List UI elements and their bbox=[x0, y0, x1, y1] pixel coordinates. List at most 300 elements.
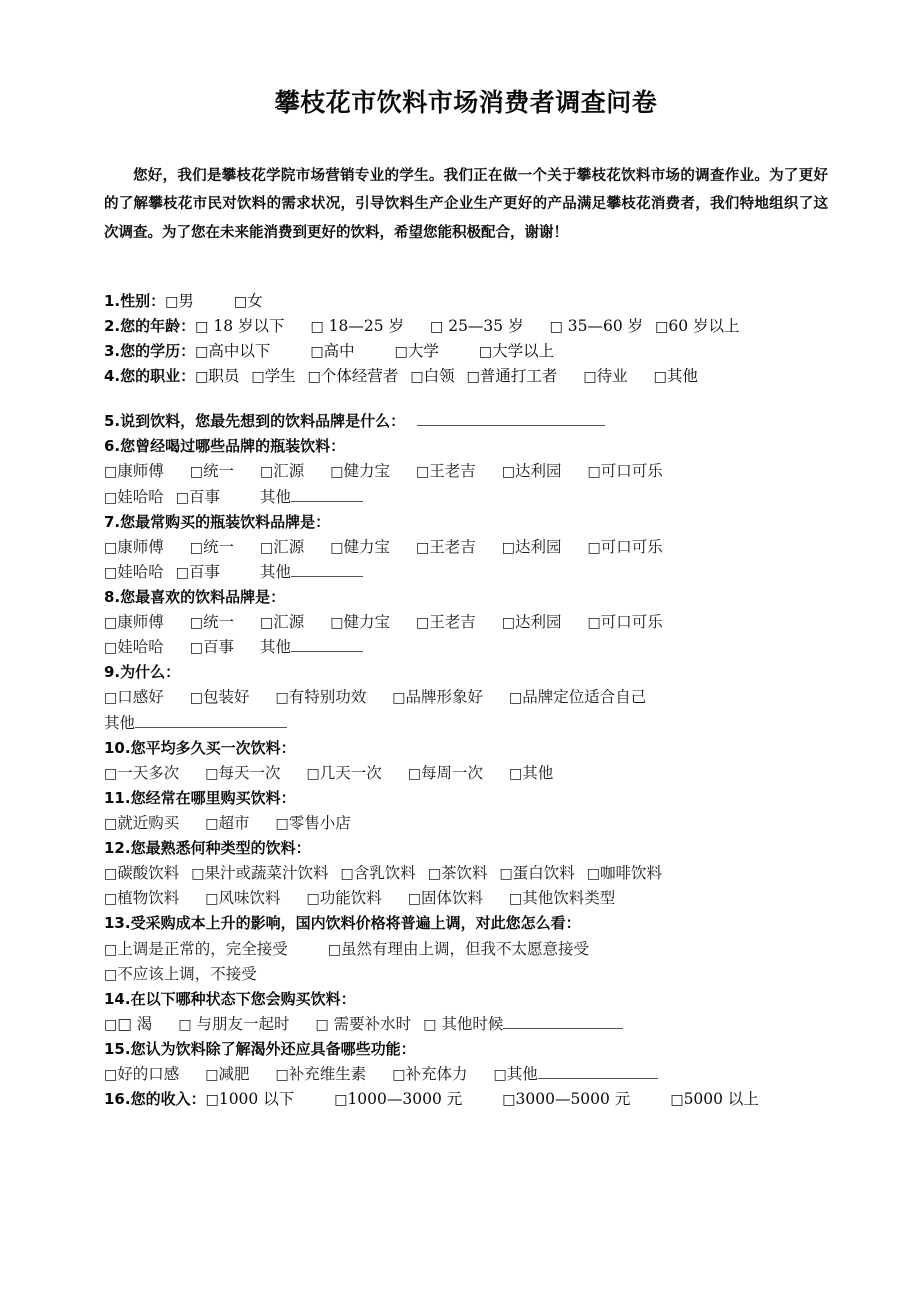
q8-option-1-label: 统一 bbox=[202, 613, 234, 632]
checkbox-icon[interactable]: □ bbox=[330, 539, 344, 556]
question-1-label: 性别： bbox=[120, 291, 166, 310]
q4-option-5[interactable] bbox=[583, 367, 627, 385]
q9-option-4-label: 品牌定位适合自己 bbox=[522, 688, 647, 707]
question-13 bbox=[104, 911, 828, 986]
question-1-number: 1. bbox=[104, 291, 121, 310]
q12-option-6-label: 植物饮料 bbox=[117, 889, 180, 908]
checkbox-icon[interactable]: □ bbox=[416, 539, 430, 556]
q7-option-2-label: 汇源 bbox=[273, 537, 305, 556]
checkbox-icon[interactable]: □ bbox=[416, 615, 430, 632]
q9-other-input[interactable] bbox=[135, 712, 287, 728]
checkbox-icon[interactable]: □ bbox=[205, 1092, 219, 1109]
checkbox-icon[interactable]: □ bbox=[233, 293, 248, 310]
checkbox-icon[interactable]: □ bbox=[330, 615, 344, 632]
q3-option-2-label: 大学 bbox=[407, 342, 439, 361]
checkbox-icon[interactable]: □ bbox=[587, 464, 601, 481]
checkbox-icon[interactable]: □ bbox=[394, 344, 408, 361]
q10-option-0[interactable] bbox=[104, 764, 179, 782]
q9-option-0-label: 口感好 bbox=[117, 688, 164, 707]
q8-other-label: 其他 bbox=[260, 638, 292, 657]
q7-option-1[interactable] bbox=[190, 538, 234, 556]
question-5-number: 5. bbox=[104, 412, 121, 431]
checkbox-icon[interactable]: □ bbox=[478, 344, 493, 361]
question-15-label: 您认为饮料除了解渴外还应具备哪些功能： bbox=[130, 1039, 416, 1058]
question-10 bbox=[104, 736, 828, 786]
q2-option-2-label: 25—35 岁 bbox=[448, 316, 524, 335]
q8-option-3-label: 健力宝 bbox=[343, 613, 390, 632]
q6-option-2[interactable] bbox=[260, 462, 304, 480]
question-14-number: 14. bbox=[104, 989, 131, 1008]
q4-option-4[interactable] bbox=[467, 367, 558, 385]
q6-option-4[interactable] bbox=[416, 462, 476, 480]
question-3-number: 3. bbox=[104, 342, 121, 361]
checkbox-icon[interactable]: □ bbox=[509, 891, 523, 908]
question-12 bbox=[104, 836, 828, 911]
q7-option-6[interactable] bbox=[588, 538, 663, 556]
q8-option-2-label: 汇源 bbox=[273, 613, 305, 632]
q12-option-4[interactable] bbox=[500, 864, 575, 882]
checkbox-icon[interactable]: □ bbox=[165, 293, 179, 310]
q4-option-0-label: 职员 bbox=[208, 367, 240, 386]
checkbox-icon[interactable]: □ bbox=[501, 539, 515, 556]
q8-option-1[interactable] bbox=[190, 613, 234, 631]
q13-option-2-label: 不应该上调，不接受 bbox=[117, 964, 257, 983]
q14-option-1-label: 与朋友一起时 bbox=[196, 1014, 290, 1033]
q8-option-6[interactable] bbox=[588, 613, 663, 631]
q15-option-other[interactable] bbox=[494, 1065, 658, 1083]
q6-option-1-label: 统一 bbox=[202, 462, 234, 481]
q7-option-0[interactable] bbox=[104, 538, 164, 556]
question-9 bbox=[104, 660, 828, 735]
q11-option-2[interactable] bbox=[276, 814, 351, 832]
q6-other-label: 其他 bbox=[260, 487, 292, 506]
checkbox-icon[interactable]: □ bbox=[275, 815, 289, 832]
checkbox-icon[interactable]: □ bbox=[189, 640, 203, 657]
q12-option-7[interactable] bbox=[205, 889, 280, 907]
q7-option-2[interactable] bbox=[260, 538, 304, 556]
question-16-label: 您的收入： bbox=[130, 1090, 206, 1109]
question-11-number: 11. bbox=[104, 788, 131, 807]
checkbox-icon[interactable]: □ bbox=[655, 318, 669, 335]
checkbox-icon[interactable]: □ bbox=[327, 941, 341, 958]
q7-option-8-label: 百事 bbox=[188, 562, 220, 581]
q15-option-0[interactable] bbox=[104, 1065, 179, 1083]
checkbox-icon[interactable]: □ bbox=[307, 369, 321, 386]
q4-option-0[interactable] bbox=[195, 367, 239, 385]
checkbox-icon[interactable]: □ bbox=[104, 615, 118, 632]
question-7-label: 您最常购买的瓶装饮料品牌是： bbox=[120, 512, 331, 531]
q8-option-2[interactable] bbox=[260, 613, 304, 631]
q2-option-0[interactable] bbox=[195, 317, 284, 335]
q8-option-8[interactable] bbox=[190, 638, 234, 656]
question-6-label: 您曾经喝过哪些品牌的瓶装饮料： bbox=[120, 437, 346, 456]
q14-option-0-label: □ 渴 bbox=[117, 1014, 153, 1033]
q7-option-0-label: 康师傅 bbox=[117, 537, 164, 556]
checkbox-icon[interactable]: □ bbox=[189, 690, 203, 707]
q8-option-4[interactable] bbox=[416, 613, 476, 631]
q12-option-5[interactable] bbox=[587, 864, 662, 882]
checkbox-icon[interactable]: □ bbox=[205, 1067, 219, 1084]
q6-option-6-label: 可口可乐 bbox=[600, 462, 663, 481]
checkbox-icon[interactable]: □ bbox=[310, 318, 324, 335]
q12-option-1[interactable] bbox=[191, 864, 328, 882]
q8-option-4-label: 王老吉 bbox=[429, 613, 476, 632]
checkbox-icon[interactable]: □ bbox=[104, 815, 118, 832]
q7-option-4[interactable] bbox=[416, 538, 476, 556]
checkbox-icon[interactable]: □ bbox=[104, 640, 118, 657]
q12-option-0-label: 碳酸饮料 bbox=[117, 864, 180, 883]
q12-option-2-label: 含乳饮料 bbox=[353, 864, 416, 883]
checkbox-icon[interactable]: □ bbox=[104, 1016, 118, 1033]
checkbox-icon[interactable]: □ bbox=[306, 891, 320, 908]
q14-option-2-label: 需要补水时 bbox=[333, 1014, 412, 1033]
q10-option-3[interactable] bbox=[408, 764, 483, 782]
checkbox-icon[interactable]: □ bbox=[195, 344, 209, 361]
checkbox-icon[interactable]: □ bbox=[499, 866, 513, 883]
q10-option-1[interactable] bbox=[205, 764, 280, 782]
question-13-label: 受采购成本上升的影响，国内饮料价格将普遍上调，对此您怎么看： bbox=[130, 914, 581, 933]
q9-option-0[interactable] bbox=[104, 688, 164, 706]
question-2-label: 您的年龄： bbox=[120, 316, 196, 335]
checkbox-icon[interactable]: □ bbox=[189, 615, 203, 632]
question-14 bbox=[104, 987, 828, 1037]
checkbox-icon[interactable]: □ bbox=[175, 489, 189, 506]
q3-option-1[interactable] bbox=[310, 342, 354, 360]
checkbox-icon[interactable]: □ bbox=[509, 690, 523, 707]
q15-option-2-label: 补充维生素 bbox=[288, 1065, 367, 1084]
question-9-number: 9. bbox=[104, 663, 121, 682]
q3-option-0-label: 高中以下 bbox=[208, 342, 271, 361]
q7-option-5-label: 达利园 bbox=[514, 537, 562, 556]
q2-option-1-label: 18—25 岁 bbox=[328, 316, 405, 335]
question-1 bbox=[104, 289, 828, 314]
checkbox-icon[interactable]: □ bbox=[175, 564, 189, 581]
checkbox-icon[interactable]: □ bbox=[392, 1067, 406, 1084]
q13-option-1[interactable] bbox=[328, 940, 589, 958]
checkbox-icon[interactable]: □ bbox=[392, 690, 406, 707]
q7-option-1-label: 统一 bbox=[202, 537, 234, 556]
question-8-label: 您最喜欢的饮料品牌是： bbox=[120, 588, 286, 606]
checkbox-icon[interactable]: □ bbox=[549, 318, 563, 335]
q2-option-3[interactable] bbox=[550, 317, 644, 335]
q9-option-4[interactable] bbox=[509, 688, 646, 706]
q8-option-3[interactable] bbox=[330, 613, 390, 631]
q9-option-1-label: 包装好 bbox=[202, 688, 250, 707]
q12-option-5-label: 咖啡饮料 bbox=[599, 864, 662, 883]
q12-option-0[interactable] bbox=[104, 864, 179, 882]
question-3 bbox=[104, 339, 828, 364]
checkbox-icon[interactable]: □ bbox=[260, 464, 274, 481]
q7-option-3-label: 健力宝 bbox=[343, 537, 390, 556]
question-15 bbox=[104, 1037, 828, 1087]
q8-option-6-label: 可口可乐 bbox=[600, 613, 663, 632]
q8-option-7-label: 娃哈哈 bbox=[117, 638, 164, 657]
q6-option-5[interactable] bbox=[502, 462, 562, 480]
q1-option-0-label: 男 bbox=[178, 291, 194, 310]
q15-option-1-label: 减肥 bbox=[218, 1065, 250, 1084]
checkbox-icon[interactable]: □ bbox=[410, 369, 424, 386]
checkbox-icon[interactable]: □ bbox=[653, 369, 667, 386]
q9-option-3[interactable] bbox=[392, 688, 483, 706]
q13-option-0[interactable] bbox=[104, 940, 288, 958]
q12-option-4-label: 蛋白饮料 bbox=[512, 864, 575, 883]
page-title: 攀枝花市饮料市场消费者调查问卷 bbox=[274, 88, 658, 117]
q6-option-8[interactable] bbox=[176, 488, 220, 506]
question-4 bbox=[104, 364, 828, 389]
q14-option-other[interactable] bbox=[423, 1015, 623, 1033]
q13-option-2[interactable] bbox=[104, 965, 257, 983]
q10-option-2-label: 几天一次 bbox=[319, 763, 382, 782]
checkbox-icon[interactable]: □ bbox=[104, 1067, 118, 1084]
q6-option-1[interactable] bbox=[190, 462, 234, 480]
q12-option-8[interactable] bbox=[307, 889, 382, 907]
q7-other-input[interactable] bbox=[291, 561, 363, 577]
q1-option-0[interactable] bbox=[165, 292, 194, 310]
checkbox-icon[interactable]: □ bbox=[104, 464, 118, 481]
q9-option-2[interactable] bbox=[276, 688, 367, 706]
q11-option-1[interactable] bbox=[205, 814, 249, 832]
q8-option-0[interactable] bbox=[104, 613, 164, 631]
q11-option-2-label: 零售小店 bbox=[288, 813, 351, 832]
question-12-label: 您最熟悉何种类型的饮料： bbox=[130, 839, 311, 858]
q8-other-input[interactable] bbox=[291, 637, 363, 653]
q9-other-label: 其他 bbox=[104, 713, 136, 732]
q6-option-7-label: 娃哈哈 bbox=[117, 487, 164, 506]
question-7 bbox=[104, 510, 828, 585]
checkbox-icon[interactable]: □ bbox=[501, 464, 515, 481]
q6-option-0[interactable] bbox=[104, 462, 164, 480]
q16-option-2[interactable] bbox=[502, 1090, 630, 1108]
q15-option-2[interactable] bbox=[276, 1065, 367, 1083]
q7-option-3[interactable] bbox=[330, 538, 390, 556]
q6-option-0-label: 康师傅 bbox=[117, 462, 164, 481]
checkbox-icon[interactable]: □ bbox=[104, 941, 118, 958]
q3-option-2[interactable] bbox=[395, 342, 439, 360]
q10-option-0-label: 一天多次 bbox=[117, 763, 180, 782]
q7-option-5[interactable] bbox=[502, 538, 562, 556]
question-11 bbox=[104, 786, 828, 836]
q7-other-label: 其他 bbox=[260, 562, 292, 581]
checkbox-icon[interactable]: □ bbox=[306, 765, 320, 782]
q6-option-3[interactable] bbox=[330, 462, 390, 480]
checkbox-icon[interactable]: □ bbox=[427, 866, 441, 883]
q2-option-1[interactable] bbox=[310, 317, 404, 335]
checkbox-icon[interactable]: □ bbox=[260, 539, 274, 556]
q4-option-3-label: 白领 bbox=[423, 367, 455, 386]
checkbox-icon[interactable]: □ bbox=[205, 815, 219, 832]
q12-option-8-label: 功能饮料 bbox=[319, 889, 382, 908]
q9-option-1[interactable] bbox=[190, 688, 250, 706]
checkbox-icon[interactable]: □ bbox=[195, 318, 209, 335]
q16-option-3[interactable] bbox=[670, 1090, 759, 1108]
question-10-number: 10. bbox=[104, 738, 131, 757]
q16-option-1-label: 1000—3000 元 bbox=[347, 1090, 463, 1109]
spacer bbox=[104, 389, 828, 409]
checkbox-icon[interactable]: □ bbox=[587, 615, 601, 632]
q8-option-0-label: 康师傅 bbox=[117, 613, 164, 632]
q16-option-1[interactable] bbox=[334, 1090, 462, 1108]
q11-option-0[interactable] bbox=[104, 814, 179, 832]
checkbox-icon[interactable]: □ bbox=[310, 344, 324, 361]
q12-option-10-label: 其他饮料类型 bbox=[522, 889, 616, 908]
checkbox-icon[interactable]: □ bbox=[586, 866, 600, 883]
q14-other-input[interactable] bbox=[503, 1013, 623, 1029]
checkbox-icon[interactable]: □ bbox=[104, 690, 118, 707]
q2-option-4[interactable] bbox=[655, 317, 739, 335]
checkbox-icon[interactable]: □ bbox=[104, 489, 118, 506]
q4-option-6[interactable] bbox=[654, 367, 698, 385]
question-5-label: 说到饮料，您最先想到的饮料品牌是什么： bbox=[120, 412, 406, 431]
question-7-number: 7. bbox=[104, 512, 121, 531]
q3-option-0[interactable] bbox=[195, 342, 270, 360]
q15-option-3-label: 补充体力 bbox=[405, 1065, 468, 1084]
q4-option-6-label: 其他 bbox=[666, 367, 698, 386]
checkbox-icon[interactable]: □ bbox=[104, 765, 118, 782]
checkbox-icon[interactable]: □ bbox=[340, 866, 354, 883]
q16-option-3-label: 5000 以上 bbox=[683, 1090, 759, 1109]
checkbox-icon[interactable]: □ bbox=[205, 891, 219, 908]
q2-option-4-label: 60 岁以上 bbox=[668, 316, 740, 335]
checkbox-icon[interactable]: □ bbox=[104, 539, 118, 556]
q14-other-label: 其他时候 bbox=[441, 1014, 504, 1033]
checkbox-icon[interactable]: □ bbox=[191, 866, 205, 883]
q10-option-1-label: 每天一次 bbox=[218, 763, 281, 782]
q12-option-10[interactable] bbox=[509, 889, 615, 907]
q10-option-2[interactable] bbox=[307, 764, 382, 782]
checkbox-icon[interactable]: □ bbox=[104, 866, 118, 883]
checkbox-icon[interactable]: □ bbox=[195, 369, 209, 386]
q15-option-3[interactable] bbox=[392, 1065, 467, 1083]
checkbox-icon[interactable]: □ bbox=[334, 1092, 348, 1109]
checkbox-icon[interactable]: □ bbox=[104, 564, 118, 581]
q11-option-1-label: 超市 bbox=[218, 813, 250, 832]
checkbox-icon[interactable]: □ bbox=[260, 615, 274, 632]
checkbox-icon[interactable]: □ bbox=[430, 318, 444, 335]
question-6 bbox=[104, 434, 828, 509]
q12-option-6[interactable] bbox=[104, 889, 179, 907]
q8-option-5[interactable] bbox=[502, 613, 562, 631]
q6-option-6[interactable] bbox=[588, 462, 663, 480]
checkbox-icon[interactable]: □ bbox=[501, 615, 515, 632]
q13-option-1-label: 虽然有理由上调，但我不太愿意接受 bbox=[340, 939, 589, 958]
checkbox-icon[interactable]: □ bbox=[583, 369, 597, 386]
q12-option-1-label: 果汁或蔬菜汁饮料 bbox=[204, 864, 329, 883]
q16-option-0[interactable] bbox=[206, 1090, 295, 1108]
checkbox-icon[interactable]: □ bbox=[275, 690, 289, 707]
q12-option-3-label: 茶饮料 bbox=[440, 864, 488, 883]
q14-option-0[interactable] bbox=[104, 1015, 152, 1033]
checkbox-icon[interactable]: □ bbox=[407, 891, 421, 908]
checkbox-icon[interactable]: □ bbox=[104, 891, 118, 908]
q8-option-7[interactable] bbox=[104, 638, 164, 656]
checkbox-icon[interactable]: □ bbox=[178, 1016, 192, 1033]
q6-other-input[interactable] bbox=[291, 486, 363, 502]
checkbox-icon[interactable]: □ bbox=[205, 765, 219, 782]
q7-option-7[interactable] bbox=[104, 563, 164, 581]
q8-option-8-label: 百事 bbox=[202, 638, 234, 657]
q4-option-4-label: 普通打工者 bbox=[479, 367, 558, 386]
checkbox-icon[interactable]: □ bbox=[509, 765, 523, 782]
q7-option-4-label: 王老吉 bbox=[429, 537, 476, 556]
checkbox-icon[interactable]: □ bbox=[251, 369, 265, 386]
q12-option-9[interactable] bbox=[408, 889, 483, 907]
checkbox-icon[interactable]: □ bbox=[423, 1016, 437, 1033]
q4-option-1-label: 学生 bbox=[264, 367, 296, 386]
q16-option-0-label: 1000 以下 bbox=[218, 1090, 295, 1109]
q15-option-1[interactable] bbox=[205, 1065, 249, 1083]
q10-option-3-label: 每周一次 bbox=[420, 763, 483, 782]
checkbox-icon[interactable]: □ bbox=[189, 464, 203, 481]
q4-option-1[interactable] bbox=[251, 367, 295, 385]
question-2-number: 2. bbox=[104, 316, 121, 335]
checkbox-icon[interactable]: □ bbox=[466, 369, 480, 386]
question-13-number: 13. bbox=[104, 914, 131, 933]
q4-option-2-label: 个体经营者 bbox=[320, 367, 399, 386]
question-2 bbox=[104, 314, 828, 339]
q1-option-1[interactable] bbox=[234, 292, 263, 310]
q12-option-2[interactable] bbox=[341, 864, 416, 882]
q12-option-9-label: 固体饮料 bbox=[420, 889, 483, 908]
q7-option-8[interactable] bbox=[176, 563, 220, 581]
checkbox-icon[interactable]: □ bbox=[493, 1067, 507, 1084]
q3-option-3[interactable] bbox=[479, 342, 554, 360]
q16-option-2-label: 3000—5000 元 bbox=[515, 1090, 631, 1109]
q11-option-0-label: 就近购买 bbox=[117, 813, 180, 832]
q12-option-3[interactable] bbox=[428, 864, 488, 882]
q6-option-4-label: 王老吉 bbox=[429, 462, 476, 481]
checkbox-icon[interactable]: □ bbox=[416, 464, 430, 481]
q15-other-input[interactable] bbox=[538, 1063, 658, 1079]
checkbox-icon[interactable]: □ bbox=[407, 765, 421, 782]
q9-option-2-label: 有特别功效 bbox=[288, 688, 367, 707]
q3-option-1-label: 高中 bbox=[323, 342, 355, 361]
q14-option-1[interactable] bbox=[178, 1015, 289, 1033]
checkbox-icon[interactable]: □ bbox=[587, 539, 601, 556]
checkbox-icon[interactable]: □ bbox=[189, 539, 203, 556]
q6-option-5-label: 达利园 bbox=[514, 462, 562, 481]
q9-option-3-label: 品牌形象好 bbox=[405, 688, 483, 707]
question-15-number: 15. bbox=[104, 1039, 131, 1058]
q5-answer-input[interactable] bbox=[417, 411, 605, 427]
q7-option-6-label: 可口可乐 bbox=[600, 537, 663, 556]
q14-option-2[interactable] bbox=[316, 1015, 412, 1033]
question-3-label: 您的学历： bbox=[120, 342, 196, 361]
q6-option-7[interactable] bbox=[104, 488, 164, 506]
checkbox-icon[interactable]: □ bbox=[502, 1092, 516, 1109]
q10-option-4[interactable] bbox=[509, 764, 553, 782]
q7-option-7-label: 娃哈哈 bbox=[117, 562, 164, 581]
q6-option-2-label: 汇源 bbox=[273, 462, 305, 481]
checkbox-icon[interactable]: □ bbox=[330, 464, 344, 481]
checkbox-icon[interactable]: □ bbox=[275, 1067, 289, 1084]
question-10-label: 您平均多久买一次饮料： bbox=[130, 738, 296, 757]
q6-option-3-label: 健力宝 bbox=[343, 462, 390, 481]
question-14-label: 在以下哪种状态下您会购买饮料： bbox=[130, 989, 356, 1008]
q2-option-2[interactable] bbox=[430, 317, 524, 335]
checkbox-icon[interactable]: □ bbox=[315, 1016, 329, 1033]
q8-option-5-label: 达利园 bbox=[514, 613, 562, 632]
q4-option-2[interactable] bbox=[308, 367, 399, 385]
q4-option-5-label: 待业 bbox=[596, 367, 628, 386]
spacer bbox=[104, 247, 828, 289]
question-11-label: 您经常在哪里购买饮料： bbox=[130, 788, 296, 807]
q15-other-label: 其他 bbox=[506, 1065, 538, 1084]
checkbox-icon[interactable]: □ bbox=[670, 1092, 684, 1109]
q4-option-3[interactable] bbox=[410, 367, 454, 385]
checkbox-icon[interactable]: □ bbox=[104, 966, 118, 983]
q6-option-8-label: 百事 bbox=[188, 487, 220, 506]
question-16 bbox=[104, 1087, 828, 1112]
